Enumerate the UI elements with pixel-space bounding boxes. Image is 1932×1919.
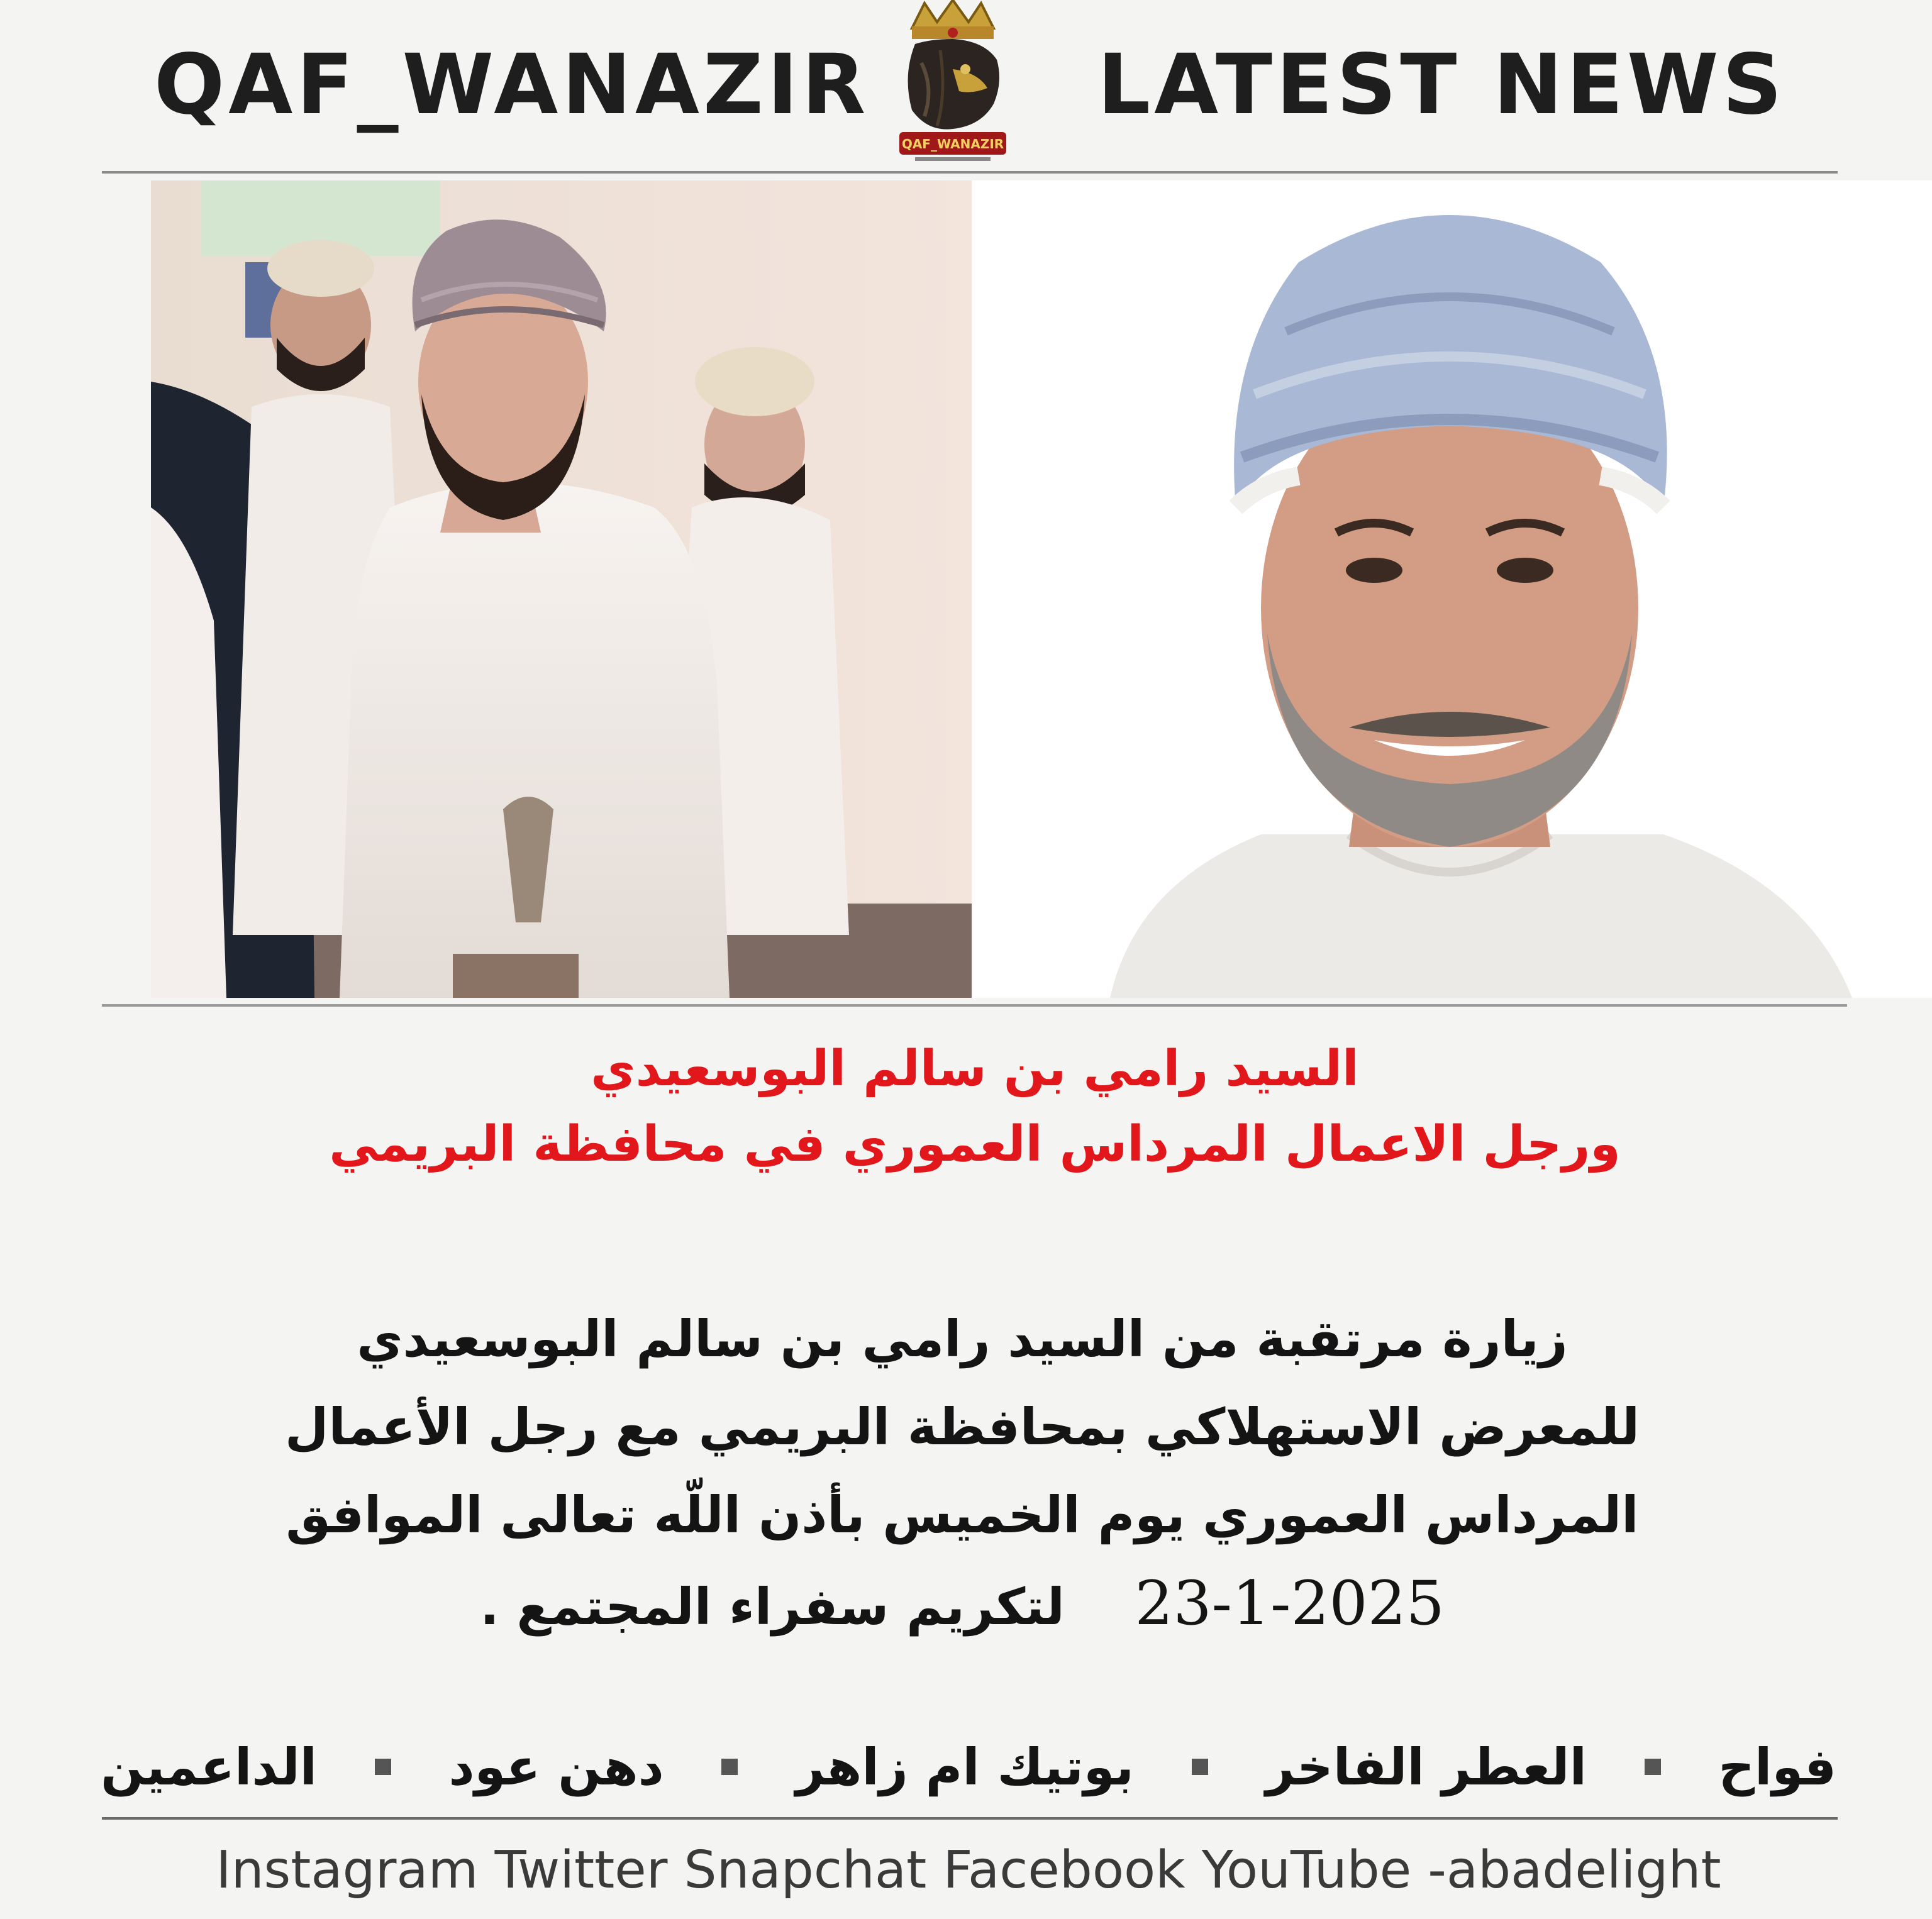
separator-square-icon bbox=[1645, 1759, 1661, 1775]
event-date: 23-1-2025 bbox=[1135, 1568, 1445, 1639]
eagle-crown-icon bbox=[877, 0, 1028, 170]
headline-line-1: السيد رامي بن سالم البوسعيدي bbox=[591, 1041, 1359, 1097]
body-line-4-text: لتكريم سفراء المجتمع . bbox=[480, 1578, 1065, 1636]
body-line-3: المرداس العموري يوم الخميس بأذن اللّه تعالى الموافق bbox=[286, 1486, 1639, 1544]
header-divider bbox=[102, 171, 1838, 174]
headline-line-2: ورجل الاعمال المرداس العموري في محافظة البريمي bbox=[329, 1116, 1621, 1173]
sponsor-item: العطر الفاخر bbox=[1265, 1737, 1587, 1796]
person-photo-left bbox=[151, 180, 972, 998]
eagle-crown-logo bbox=[877, 0, 1028, 170]
photo-divider bbox=[102, 1004, 1847, 1007]
sponsor-item: دهن عود bbox=[448, 1737, 664, 1796]
body-line-2: للمعرض الاستهلاكي بمحافظة البريمي مع رجل الأعمال bbox=[284, 1398, 1640, 1456]
social-links: Instagram Twitter Snapchat Facebook YouTube -abadelight bbox=[216, 1840, 1721, 1900]
body-line-1: زيارة مرتقبة من السيد رامي بن سالم البوسعيدي bbox=[357, 1310, 1568, 1368]
photo-left bbox=[151, 180, 972, 998]
separator-square-icon bbox=[1192, 1759, 1208, 1775]
separator-square-icon bbox=[375, 1759, 391, 1775]
body-line-4 bbox=[157, 1559, 1767, 1651]
logo-text: QAF_WANAZIR bbox=[901, 136, 1004, 152]
sponsors-label: الداعمين bbox=[101, 1737, 318, 1796]
photo-right bbox=[972, 180, 1932, 998]
person-photo-right bbox=[972, 180, 1932, 998]
brand-name-left: QAF_WANAZIR bbox=[154, 36, 870, 133]
footer-divider bbox=[102, 1817, 1838, 1820]
sponsors-row bbox=[101, 1723, 1836, 1811]
brand-name-right: LATEST NEWS bbox=[1097, 36, 1786, 133]
separator-square-icon bbox=[721, 1759, 738, 1775]
sponsor-item: بوتيك ام زاهر bbox=[796, 1737, 1134, 1796]
sponsor-item: فواح bbox=[1718, 1737, 1836, 1796]
